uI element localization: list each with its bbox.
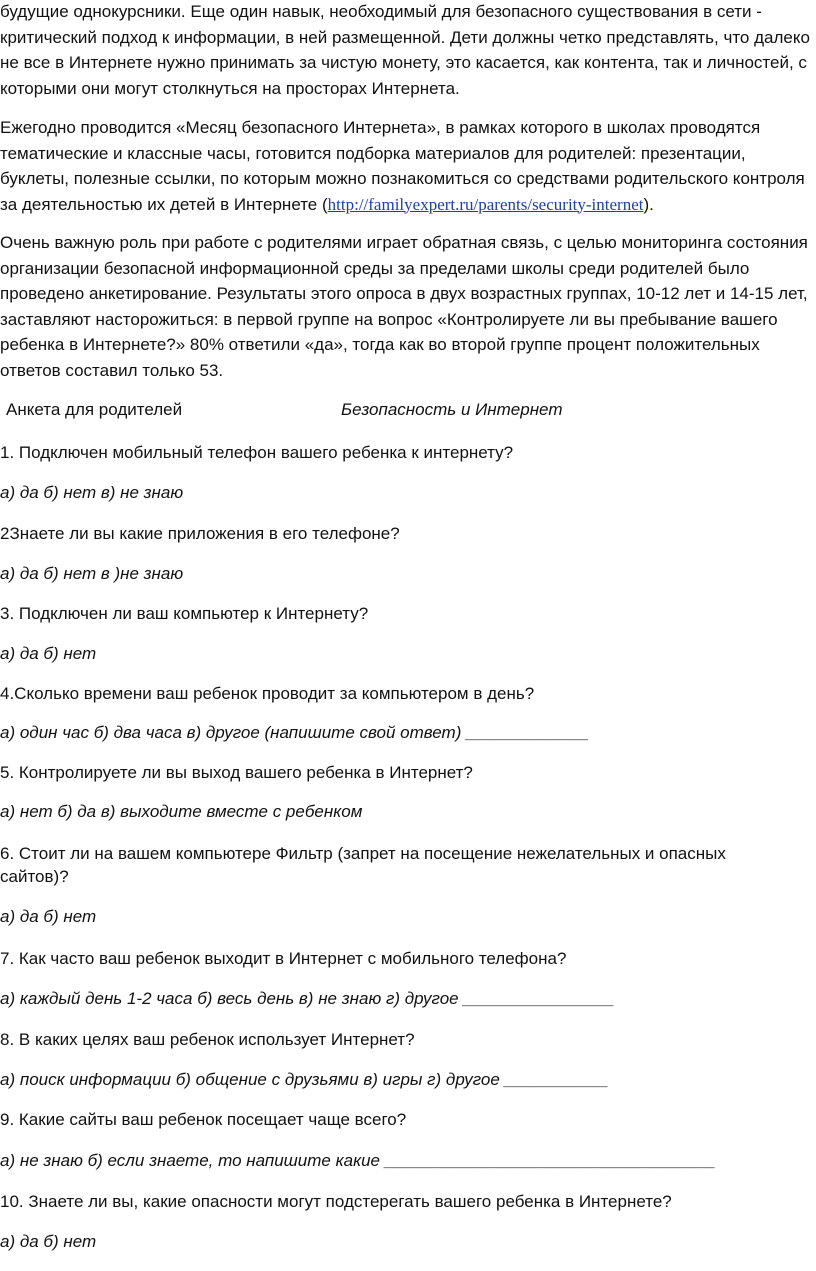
question-5: 5. Контролируете ли вы выход вашего ребенка в Интернет? bbox=[0, 763, 473, 782]
answer-options-8: а) поиск информации б) общение с друзьями в) игры г) другое ___________ bbox=[0, 1070, 609, 1089]
question-3: 3. Подключен ли ваш компьютер к Интернету? bbox=[0, 604, 369, 623]
answer-options-1: а) да б) нет в) не знаю bbox=[0, 483, 184, 502]
question-10: 10. Знаете ли вы, какие опасности могут подстерегать вашего ребенка в Интернете? bbox=[0, 1192, 672, 1211]
survey-title: Анкета для родителей bbox=[6, 400, 183, 419]
question-2: 2Знаете ли вы какие приложения в его телефоне? bbox=[0, 524, 400, 543]
paragraph-survey-results: Очень важную роль при работе с родителями играет обратная связь, с целью мониторинга состояния организации безопасной информационной среды за пределами школы среди родителей было проведено анкетирование. Результаты этого опроса в двух возрастных группах, 10-12 лет и 14-15 лет, заставляют насторожиться: в первой группе на вопрос «Контролируете ли вы пребывание вашего ребенка в Интернете?» 80% ответили «да», тогда как во второй группе процент положительных ответов составил только 53. bbox=[0, 233, 808, 380]
paragraph-text: Ежегодно проводится «Месяц безопасного Интернета», в рамках которого в школах проводятся тематические и классные часы, готовится подборка материалов для родителей: презентации, буклеты, полезные ссылки, по которым можно познакомиться со средствами родительского контроля за деятельностью их детей в Интернете ( bbox=[0, 118, 805, 214]
answer-options-7: а) каждый день 1-2 часа б) весь день в) не знаю г) другое ________________ bbox=[0, 989, 615, 1008]
answer-options-2: а) да б) нет в )не знаю bbox=[0, 564, 184, 583]
answer-options-3: а) да б) нет bbox=[0, 644, 97, 663]
question-4: 4.Сколько времени ваш ребенок проводит за компьютером в день? bbox=[0, 684, 535, 703]
paragraph-text-end: ). bbox=[643, 194, 654, 214]
question-1: 1. Подключен мобильный телефон вашего ребенка к интернету? bbox=[0, 443, 514, 462]
question-6-continued: сайтов)? bbox=[0, 867, 69, 886]
answer-options-10: а) да б) нет bbox=[0, 1232, 97, 1251]
answer-options-5: а) нет б) да в) выходите вместе с ребенком bbox=[0, 802, 363, 821]
answer-options-4: а) один час б) два часа в) другое (напишите свой ответ) _____________ bbox=[0, 723, 589, 742]
security-internet-link[interactable]: http://familyexpert.ru/parents/security-internet bbox=[327, 194, 644, 214]
answer-options-6: а) да б) нет bbox=[0, 907, 97, 926]
paragraph-intro: будущие однокурсники. Еще один навык, необходимый для безопасного существования в сети - критический подход к информации, в ней размещенной. Дети должны четко представлять, что далеко не все в Интернете нужно принимать за чистую монету, это касается, как контента, так и личностей, с которыми они могут столкнуться на просторах Интернета. bbox=[0, 2, 810, 98]
question-6: 6. Стоит ли на вашем компьютере Фильтр (запрет на посещение нежелательных и опасных bbox=[0, 844, 726, 863]
question-9: 9. Какие сайты ваш ребенок посещает чаще всего? bbox=[0, 1110, 407, 1129]
survey-subtitle: Безопасность и Интернет bbox=[341, 400, 563, 419]
answer-options-9: а) не знаю б) если знаете, то напишите какие ___________________________________ bbox=[0, 1151, 716, 1170]
question-7: 7. Как часто ваш ребенок выходит в Интернет с мобильного телефона? bbox=[0, 949, 567, 968]
question-8: 8. В каких целях ваш ребенок использует Интернет? bbox=[0, 1030, 415, 1049]
paragraph-internet-month bbox=[0, 115, 814, 217]
